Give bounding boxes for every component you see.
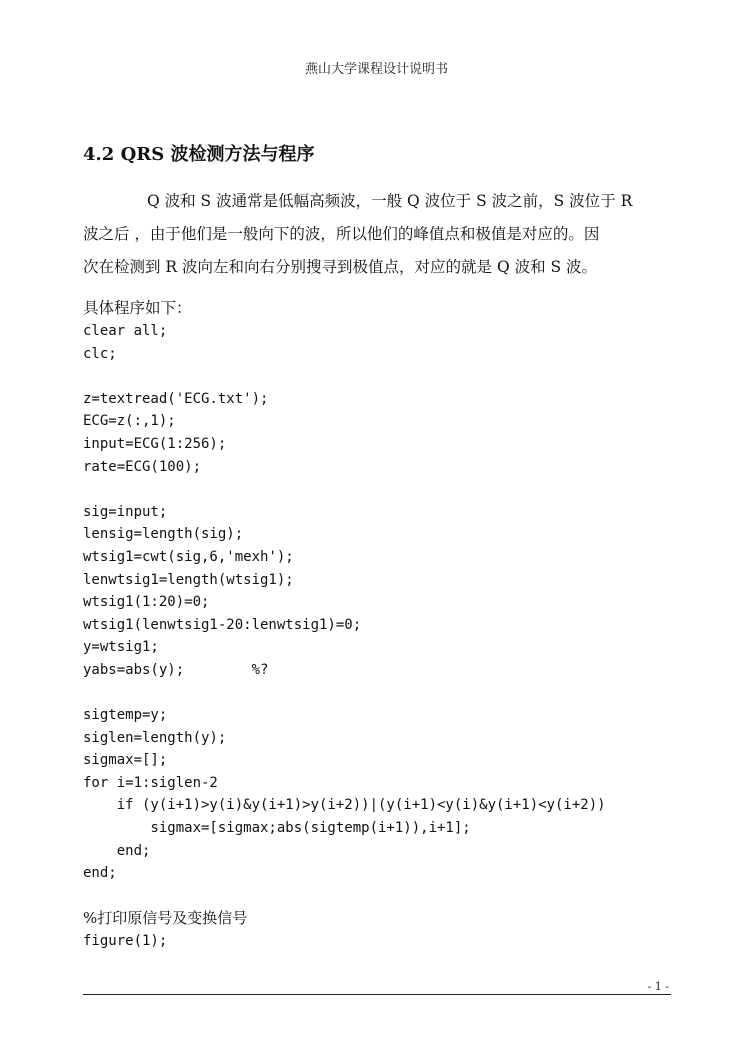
footer-divider xyxy=(83,994,671,995)
paragraph-line: Q 波和 S 波通常是低幅高频波，一般 Q 波位于 S 波之前，S 波位于 R xyxy=(147,192,633,210)
code-block xyxy=(83,320,606,953)
code-line: sig=input; xyxy=(83,503,168,520)
code-line xyxy=(83,365,606,388)
code-line: lensig=length(sig); xyxy=(83,526,244,543)
code-line: wtsig1(1:20)=0; xyxy=(83,594,210,611)
code-line: siglen=length(y); xyxy=(83,729,227,746)
code-line: clear all; xyxy=(83,323,168,339)
code-line: clc; xyxy=(83,345,117,362)
code-line: if (y(i+1)>y(i)&y(i+1)>y(i+2))|(y(i+1)<y(i)&y(i+1)<y(i+2)) xyxy=(83,797,606,814)
program-intro: 具体程序如下： xyxy=(83,299,192,317)
code-line: sigmax=[sigmax;abs(sigtemp(i+1)),i+1]; xyxy=(83,820,471,837)
code-line xyxy=(83,885,606,908)
code-comment-line: %打印原信号及变换信号 xyxy=(83,909,248,928)
code-line: input=ECG(1:256); xyxy=(83,435,227,452)
code-line: figure(1); xyxy=(83,933,168,950)
body-paragraph xyxy=(83,185,669,284)
code-line: z=textread('ECG.txt'); xyxy=(83,390,269,407)
code-line: yabs=abs(y); %? xyxy=(83,661,269,678)
paragraph-line: 波之后 ，由于他们是一般向下的波，所以他们的峰值点和极值是对应的。因 xyxy=(83,225,600,243)
code-line: wtsig1(lenwtsig1-20:lenwtsig1)=0; xyxy=(83,616,362,633)
code-line: end; xyxy=(83,842,151,859)
document-header: 燕山大学课程设计说明书 xyxy=(304,62,448,77)
code-line: rate=ECG(100); xyxy=(83,458,202,475)
code-line: for i=1:siglen-2 xyxy=(83,774,218,791)
code-line: sigmax=[]; xyxy=(83,752,168,769)
code-line: end; xyxy=(83,865,117,882)
code-line xyxy=(83,478,606,501)
code-line: sigtemp=y; xyxy=(83,707,168,724)
section-heading: 4.2 QRS 波检测方法与程序 xyxy=(83,144,315,165)
page-number: - 1 - xyxy=(647,980,669,993)
code-line: y=wtsig1; xyxy=(83,639,159,656)
code-line: wtsig1=cwt(sig,6,'mexh'); xyxy=(83,548,294,565)
code-line: ECG=z(:,1); xyxy=(83,413,176,430)
code-line xyxy=(83,682,606,705)
paragraph-line: 次在检测到 R 波向左和向右分别搜寻到极值点，对应的就是 Q 波和 S 波。 xyxy=(83,258,598,276)
code-line: lenwtsig1=length(wtsig1); xyxy=(83,571,294,588)
